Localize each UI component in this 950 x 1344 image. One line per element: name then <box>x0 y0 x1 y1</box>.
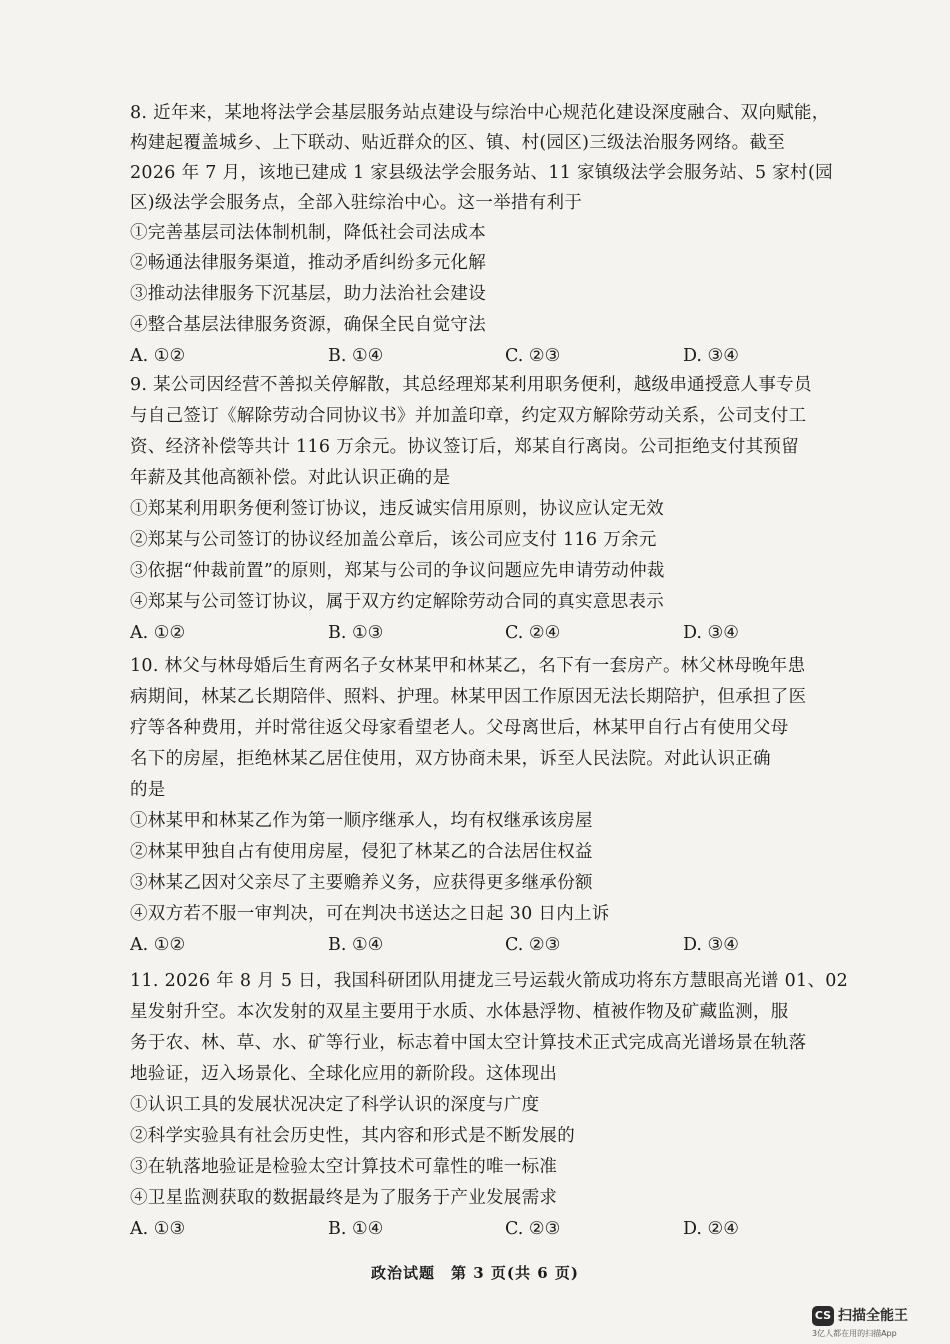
q10-choice-a: A. ①② <box>130 935 186 955</box>
q10-stem-line-2: 病期间，林某乙长期陪伴、照料、护理。林某甲因工作原因无法长期陪护，但承担了医 <box>130 687 807 707</box>
q9-option-1: ①郑某利用职务便利签订协议，违反诚实信用原则，协议应认定无效 <box>130 499 664 519</box>
q8-choice-a: A. ①② <box>130 346 186 366</box>
q10-stem-line-1: 10. 林父与林母婚后生育两名子女林某甲和林某乙，名下有一套房产。林父林母晚年患 <box>130 656 806 676</box>
q10-stem-line-5: 的是 <box>130 780 166 800</box>
q10-option-2: ②林某甲独自占有使用房屋，侵犯了林某乙的合法居住权益 <box>130 842 593 862</box>
q11-stem-line-3: 务于农、林、草、水、矿等行业，标志着中国太空计算技术正式完成高光谱场景在轨落 <box>130 1033 807 1053</box>
q8-choice-b: B. ①④ <box>328 346 384 366</box>
q11-stem-line-4: 地验证，迈入场景化、全球化应用的新阶段。这体现出 <box>130 1064 558 1084</box>
q8-choice-c: C. ②③ <box>505 346 561 366</box>
q9-choices <box>130 618 870 648</box>
scanner-watermark <box>806 1304 946 1340</box>
q11-stem-line-1: 11. 2026 年 8 月 5 日，我国科研团队用捷龙三号运载火箭成功将东方慧眼高光谱 01、02 <box>130 971 849 991</box>
q9-stem-line-4: 年薪及其他高额补偿。对此认识正确的是 <box>130 468 451 488</box>
q9-choice-d: D. ③④ <box>683 623 739 643</box>
q11-choices <box>130 1214 870 1244</box>
watermark-app-name: 扫描全能王 <box>838 1308 908 1324</box>
q11-choice-b: B. ①④ <box>328 1219 384 1239</box>
q10-choice-c: C. ②③ <box>505 935 561 955</box>
q9-stem-line-2: 与自己签订《解除劳动合同协议书》并加盖印章，约定双方解除劳动关系，公司支付工 <box>130 406 807 426</box>
q9-choice-b: B. ①③ <box>328 623 384 643</box>
q10-option-3: ③林某乙因对父亲尽了主要赡养义务，应获得更多继承份额 <box>130 873 593 893</box>
q10-stem-line-3: 疗等各种费用，并时常往返父母家看望老人。父母离世后，林某甲自行占有使用父母 <box>130 718 789 738</box>
q9-option-4: ④郑某与公司签订协议，属于双方约定解除劳动合同的真实意思表示 <box>130 592 664 612</box>
q8-stem-line-2: 构建起覆盖城乡、上下联动、贴近群众的区、镇、村(园区)三级法治服务网络。截至 <box>130 133 786 153</box>
q8-choices <box>130 341 870 371</box>
q11-option-4: ④卫星监测获取的数据最终是为了服务于产业发展需求 <box>130 1188 558 1208</box>
q10-stem-line-4: 名下的房屋，拒绝林某乙居住使用，双方协商未果，诉至人民法院。对此认识正确 <box>130 749 771 769</box>
q11-choice-d: D. ②④ <box>683 1219 739 1239</box>
q9-stem-line-3: 资、经济补偿等共计 116 万余元。协议签订后，郑某自行离岗。公司拒绝支付其预留 <box>130 437 800 457</box>
q11-option-2: ②科学实验具有社会历史性，其内容和形式是不断发展的 <box>130 1126 575 1146</box>
page-footer: 政治试题 第 3 页(共 6 页) <box>371 1264 579 1282</box>
q8-option-2: ②畅通法律服务渠道，推动矛盾纠纷多元化解 <box>130 253 486 273</box>
cs-logo-icon: CS <box>812 1306 834 1326</box>
q11-option-3: ③在轨落地验证是检验太空计算技术可靠性的唯一标准 <box>130 1157 558 1177</box>
q9-choice-c: C. ②④ <box>505 623 561 643</box>
q11-choice-a: A. ①③ <box>130 1219 186 1239</box>
q9-stem-line-1: 9. 某公司因经营不善拟关停解散，其总经理郑某利用职务便利，越级串通授意人事专员 <box>130 375 812 395</box>
q10-option-4: ④双方若不服一审判决，可在判决书送达之日起 30 日内上诉 <box>130 904 610 924</box>
q9-option-3: ③依据“仲裁前置”的原则，郑某与公司的争议问题应先申请劳动仲裁 <box>130 561 665 581</box>
q10-choice-d: D. ③④ <box>683 935 739 955</box>
q11-choice-c: C. ②③ <box>505 1219 561 1239</box>
q10-choices <box>130 930 870 960</box>
q8-option-4: ④整合基层法律服务资源，确保全民自觉守法 <box>130 315 486 335</box>
q8-stem-line-1: 8. 近年来，某地将法学会基层服务站点建设与综治中心规范化建设深度融合、双向赋能， <box>130 103 830 123</box>
q8-stem-line-4: 区)级法学会服务点，全部入驻综治中心。这一举措有利于 <box>130 193 583 213</box>
q10-choice-b: B. ①④ <box>328 935 384 955</box>
q8-option-3: ③推动法律服务下沉基层，助力法治社会建设 <box>130 284 486 304</box>
q11-stem-line-2: 星发射升空。本次发射的双星主要用于水质、水体悬浮物、植被作物及矿藏监测，服 <box>130 1002 789 1022</box>
q10-option-1: ①林某甲和林某乙作为第一顺序继承人，均有权继承该房屋 <box>130 811 593 831</box>
q8-option-1: ①完善基层司法体制机制，降低社会司法成本 <box>130 223 486 243</box>
watermark-tagline: 3亿人都在用的扫描App <box>812 1329 897 1338</box>
q9-option-2: ②郑某与公司签订的协议经加盖公章后，该公司应支付 116 万余元 <box>130 530 657 550</box>
q8-choice-d: D. ③④ <box>683 346 739 366</box>
q8-stem-line-3: 2026 年 7 月，该地已建成 1 家县级法学会服务站、11 家镇级法学会服务站、5 家村(园 <box>130 163 833 183</box>
q9-choice-a: A. ①② <box>130 623 186 643</box>
q11-option-1: ①认识工具的发展状况决定了科学认识的深度与广度 <box>130 1095 540 1115</box>
